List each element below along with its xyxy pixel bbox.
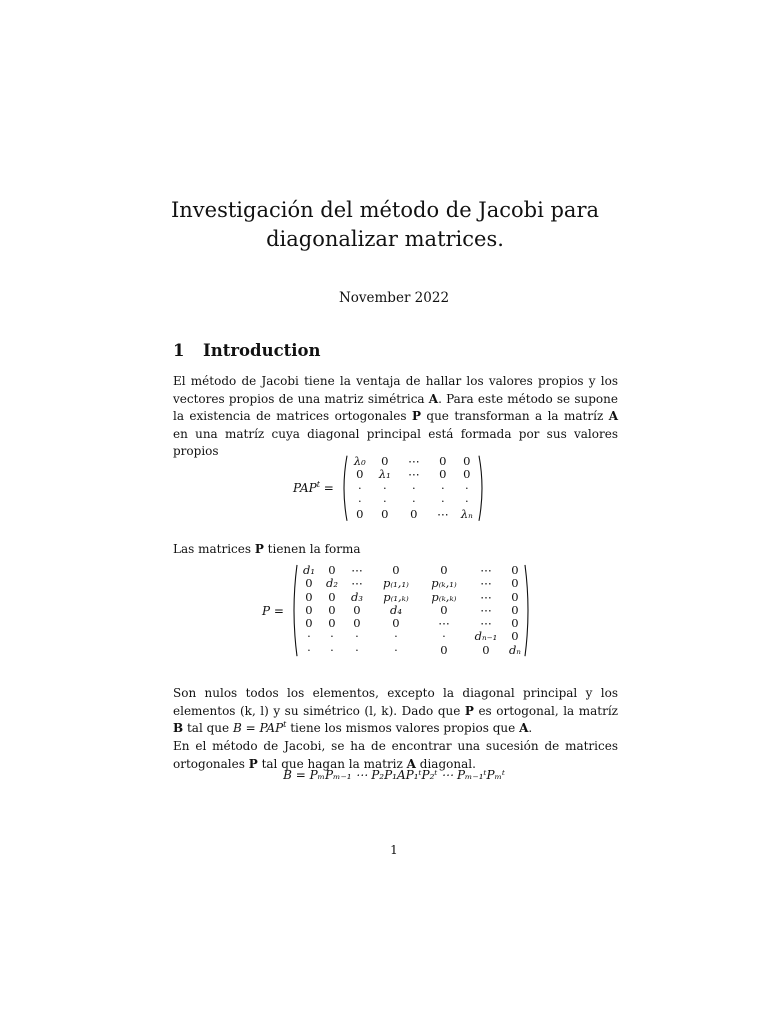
matrix-cell: p₍ₖ,₁₎ <box>431 576 457 591</box>
matrix-cell: 0 <box>381 507 389 522</box>
matrix-cell: p₍₁,ₖ₎ <box>383 589 409 604</box>
text-span: En el método de Jacobi, se ha de encontrar una sucesión de matrices ortogonales <box>173 739 618 771</box>
matrix-cell: · <box>440 480 445 495</box>
text-span: tiene los mismos valores propios que <box>286 721 520 735</box>
matrix-cell: ⋯ <box>480 563 492 577</box>
matrix-symbol: P <box>411 409 421 423</box>
text-span: tal que hagan la matriz <box>257 756 407 771</box>
matrix-cell: 0 <box>511 616 519 631</box>
matrix-cell: 0 <box>511 589 519 604</box>
text-span: es ortogonal, la matríz <box>473 703 618 718</box>
equation-diagonal-matrix <box>293 455 486 521</box>
paper-date: November 2022 <box>338 290 450 306</box>
matrix-cell: 0 <box>463 467 471 482</box>
matrix <box>340 455 486 521</box>
left-parenthesis <box>340 455 348 521</box>
matrix-cell: 0 <box>328 616 336 631</box>
matrix-cell: 0 <box>356 507 364 522</box>
matrix-cell: 0 <box>305 602 313 617</box>
matrix-cell: · <box>411 480 416 495</box>
matrix-cell: · <box>355 642 359 657</box>
matrix-cell: 0 <box>439 454 447 468</box>
matrix-cell: ⋯ <box>480 616 492 631</box>
matrix-cell: 0 <box>511 576 519 591</box>
matrix-symbol: B <box>173 721 184 735</box>
text-span: tal que <box>183 721 233 735</box>
matrix-cell: · <box>357 493 362 508</box>
equation-rotation-matrix <box>262 564 532 657</box>
equation-jacobi-product: B = PₘPₘ₋₁ ⋯ P₂P₁AP₁ᵗP₂ᵗ ⋯ Pₘ₋₁ᵗPₘᵗ <box>283 768 505 782</box>
text-span: en una matríz cuya diagonal principal está formada por sus valores propios <box>173 426 618 458</box>
matrix <box>290 564 532 657</box>
matrix-cell: · <box>442 629 446 644</box>
matrix-cell: p₍₁,₁₎ <box>383 576 409 591</box>
text-span: . Para este método se supone la existencia de matrices ortogonales <box>173 391 618 423</box>
matrix-symbol: A <box>428 391 439 406</box>
matrix-cell: ⋯ <box>480 589 492 604</box>
matrix-cell: 0 <box>328 589 336 604</box>
inline-math: B = PAP <box>232 721 284 735</box>
matrix-cell: λ₁ <box>378 467 391 482</box>
matrix-cell: dₙ <box>508 642 521 657</box>
matrix-cell: λ₀ <box>353 454 366 468</box>
page-number: 1 <box>390 843 398 857</box>
section-number: 1 <box>173 341 185 360</box>
matrix-cell: d₃ <box>350 589 363 604</box>
matrix-cell: ⋯ <box>480 576 492 591</box>
matrix-cell: 0 <box>511 602 519 617</box>
matrix-cell: · <box>394 642 398 657</box>
matrix-cell: 0 <box>392 616 400 631</box>
matrix-cell: · <box>440 493 445 508</box>
text-span: . <box>528 721 533 735</box>
matrix-cell: 0 <box>381 454 389 468</box>
matrix-cell: 0 <box>410 507 418 522</box>
matrix-cell: 0 <box>482 642 490 657</box>
matrices-form-paragraph <box>173 541 618 559</box>
matrix-cell: 0 <box>353 602 361 617</box>
matrix-cell: d₄ <box>389 602 402 617</box>
matrix-cell: 0 <box>328 602 336 617</box>
matrix-cell: · <box>357 480 362 495</box>
matrix-cell: p₍ₖ,ₖ₎ <box>431 589 457 604</box>
matrix-cell: · <box>330 629 334 644</box>
text-span: diagonal. <box>415 756 476 771</box>
matrix-cell: ⋯ <box>408 454 420 468</box>
matrix-cell: 0 <box>392 563 400 577</box>
text-span: tienen la forma <box>263 542 361 556</box>
matrix-cell: · <box>307 642 311 657</box>
matrix-cell: d₂ <box>325 576 338 591</box>
text-span: Son nulos todos los elementos, excepto la diagonal principal y los elementos (k, l) y su simétrico (l, k). Dado que <box>173 686 618 718</box>
matrix-cell: 0 <box>328 563 336 577</box>
matrix-cell: 0 <box>353 616 361 631</box>
matrix-cell: 0 <box>511 629 519 644</box>
right-parenthesis <box>478 455 486 521</box>
inline-math-sup: t <box>283 720 287 729</box>
matrix-cell: 0 <box>439 467 447 482</box>
matrix-cell: · <box>411 493 416 508</box>
equation-lhs: $PAP^t$ = <box>293 480 334 496</box>
orthogonal-paragraph <box>173 685 618 738</box>
section-heading <box>173 341 321 360</box>
matrix-cell: ⋯ <box>480 602 492 617</box>
matrix-cell: · <box>382 493 387 508</box>
matrix-symbol: P <box>464 703 474 718</box>
text-span: Las matrices <box>173 542 255 556</box>
matrix-cell: 0 <box>305 616 313 631</box>
text-span: que transforman a la matríz <box>420 409 609 423</box>
matrix-grid <box>298 564 524 657</box>
matrix-cell: 0 <box>356 467 364 482</box>
matrix-cell: ⋯ <box>408 467 420 482</box>
left-parenthesis <box>290 564 298 657</box>
matrix-symbol: P <box>248 756 258 771</box>
matrix-cell: · <box>330 642 334 657</box>
matrix-cell: ⋯ <box>351 576 363 591</box>
matrix-cell: 0 <box>511 563 519 577</box>
matrix-cell: ⋯ <box>351 563 363 577</box>
matrix-cell: · <box>464 493 469 508</box>
matrix-cell: 0 <box>463 454 471 468</box>
matrix-symbol: A <box>608 409 618 423</box>
matrix-cell: ⋯ <box>438 616 450 631</box>
matrix-symbol: A <box>519 721 529 735</box>
matrix-cell: 0 <box>305 589 313 604</box>
matrix-cell: · <box>464 480 469 495</box>
intro-paragraph <box>173 373 618 461</box>
matrix-cell: · <box>307 629 311 644</box>
matrix-grid <box>348 455 478 521</box>
text-span: El método de Jacobi tiene la ventaja de hallar los valores propios y los vectores propios de una matriz simétrica <box>173 374 618 406</box>
matrix-cell: λₙ <box>460 507 473 522</box>
paper-title: Investigación del método de Jacobi para diagonalizar matrices. <box>170 198 600 251</box>
matrix-symbol: A <box>406 756 416 771</box>
matrix-cell: 0 <box>440 602 448 617</box>
matrix-cell: d₁ <box>302 563 315 577</box>
matrix-cell: · <box>382 480 387 495</box>
matrix-symbol: P <box>254 542 264 556</box>
matrix-cell: · <box>394 629 398 644</box>
matrix-cell: 0 <box>440 563 448 577</box>
matrix-cell: 0 <box>440 642 448 657</box>
equation-lhs: P = <box>262 603 284 618</box>
matrix-cell: · <box>355 629 359 644</box>
section-title: Introduction <box>203 341 321 360</box>
right-parenthesis <box>524 564 532 657</box>
matrix-cell: ⋯ <box>437 507 449 522</box>
matrix-cell: dₙ₋₁ <box>474 629 498 644</box>
matrix-cell: 0 <box>305 576 313 591</box>
